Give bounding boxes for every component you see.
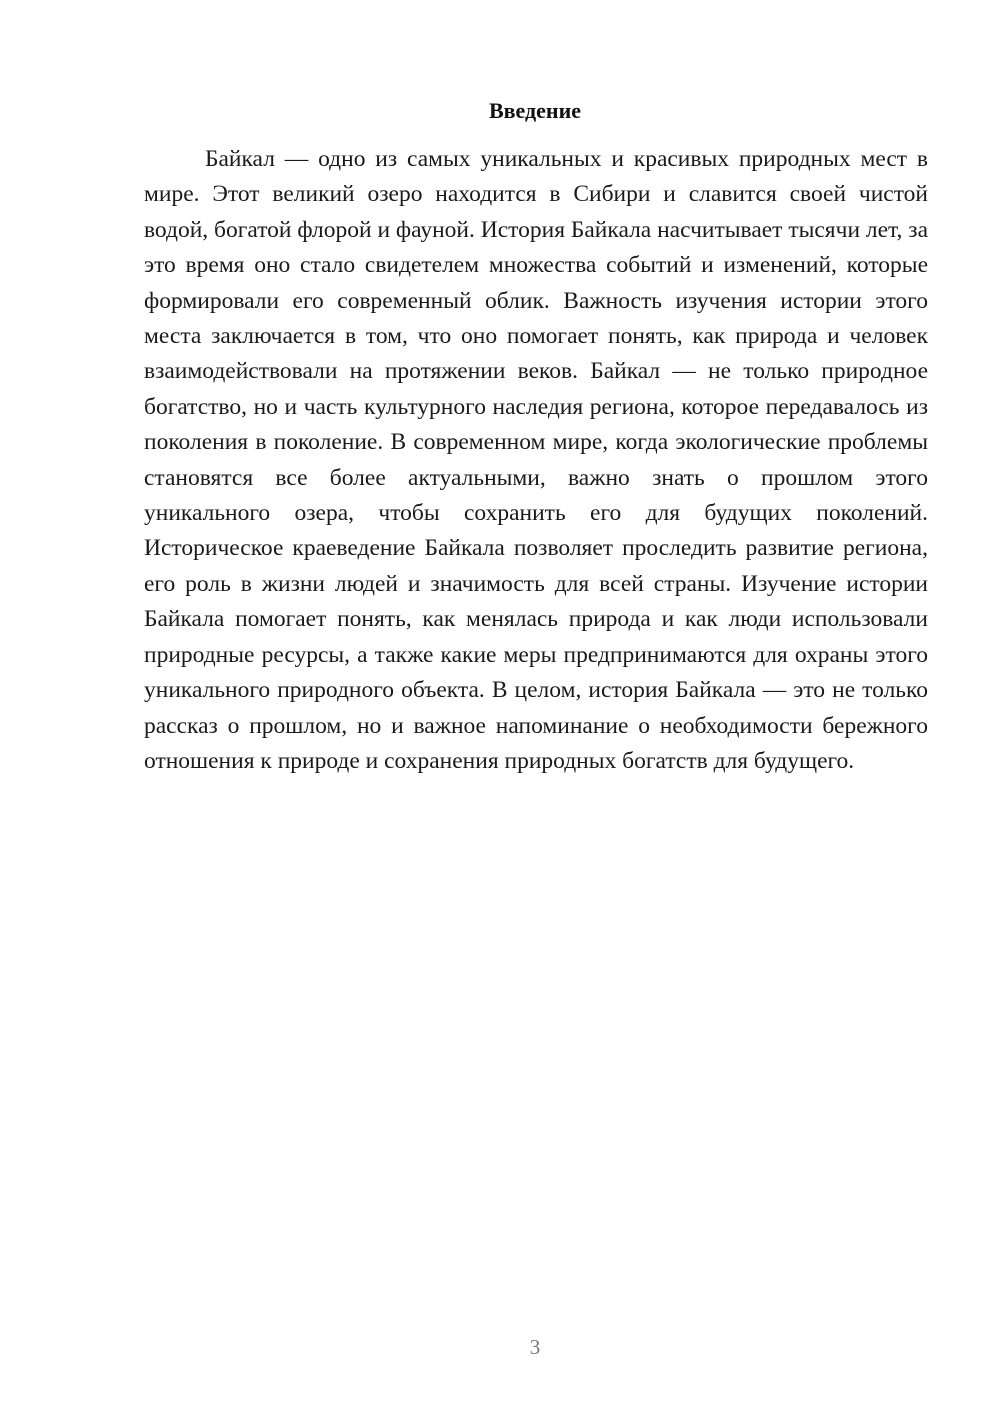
section-title: Введение (488, 98, 582, 123)
introduction-paragraph: Байкал — одно из самых уникальных и красивых природных мест в мире. Этот великий озеро находится в Сибири и славится своей чистой водой, богатой флорой и фауной. История Байкала насчитывает тысячи лет, за это время оно стало свидетелем множества событий и изменений, которые формировали его современный облик. Важность изучения истории этого места заключается в том, что оно помогает понять, как природа и человек взаимодействовали на протяжении веков. Байкал — не только природное богатство, но и часть культурного наследия региона, которое передавалось из поколения в поколение. В современном мире, когда экологические проблемы становятся все более актуальными, важно знать о прошлом этого уникального озера, чтобы сохранить его для будущих поколений. Историческое краеведение Байкала позволяет проследить развитие региона, его роль в жизни людей и значимость для всей страны. Изучение истории Байкала помогает понять, как менялась природа и как люди использовали природные ресурсы, а также какие меры предпринимаются для охраны этого уникального природного объекта. В целом, история Байкала — это не только рассказ о прошлом, но и важное напоминание о необходимости бережного отношения к природе и сохранения природных богатств для будущего. (144, 146, 929, 774)
page-number: 3 (529, 1335, 541, 1359)
